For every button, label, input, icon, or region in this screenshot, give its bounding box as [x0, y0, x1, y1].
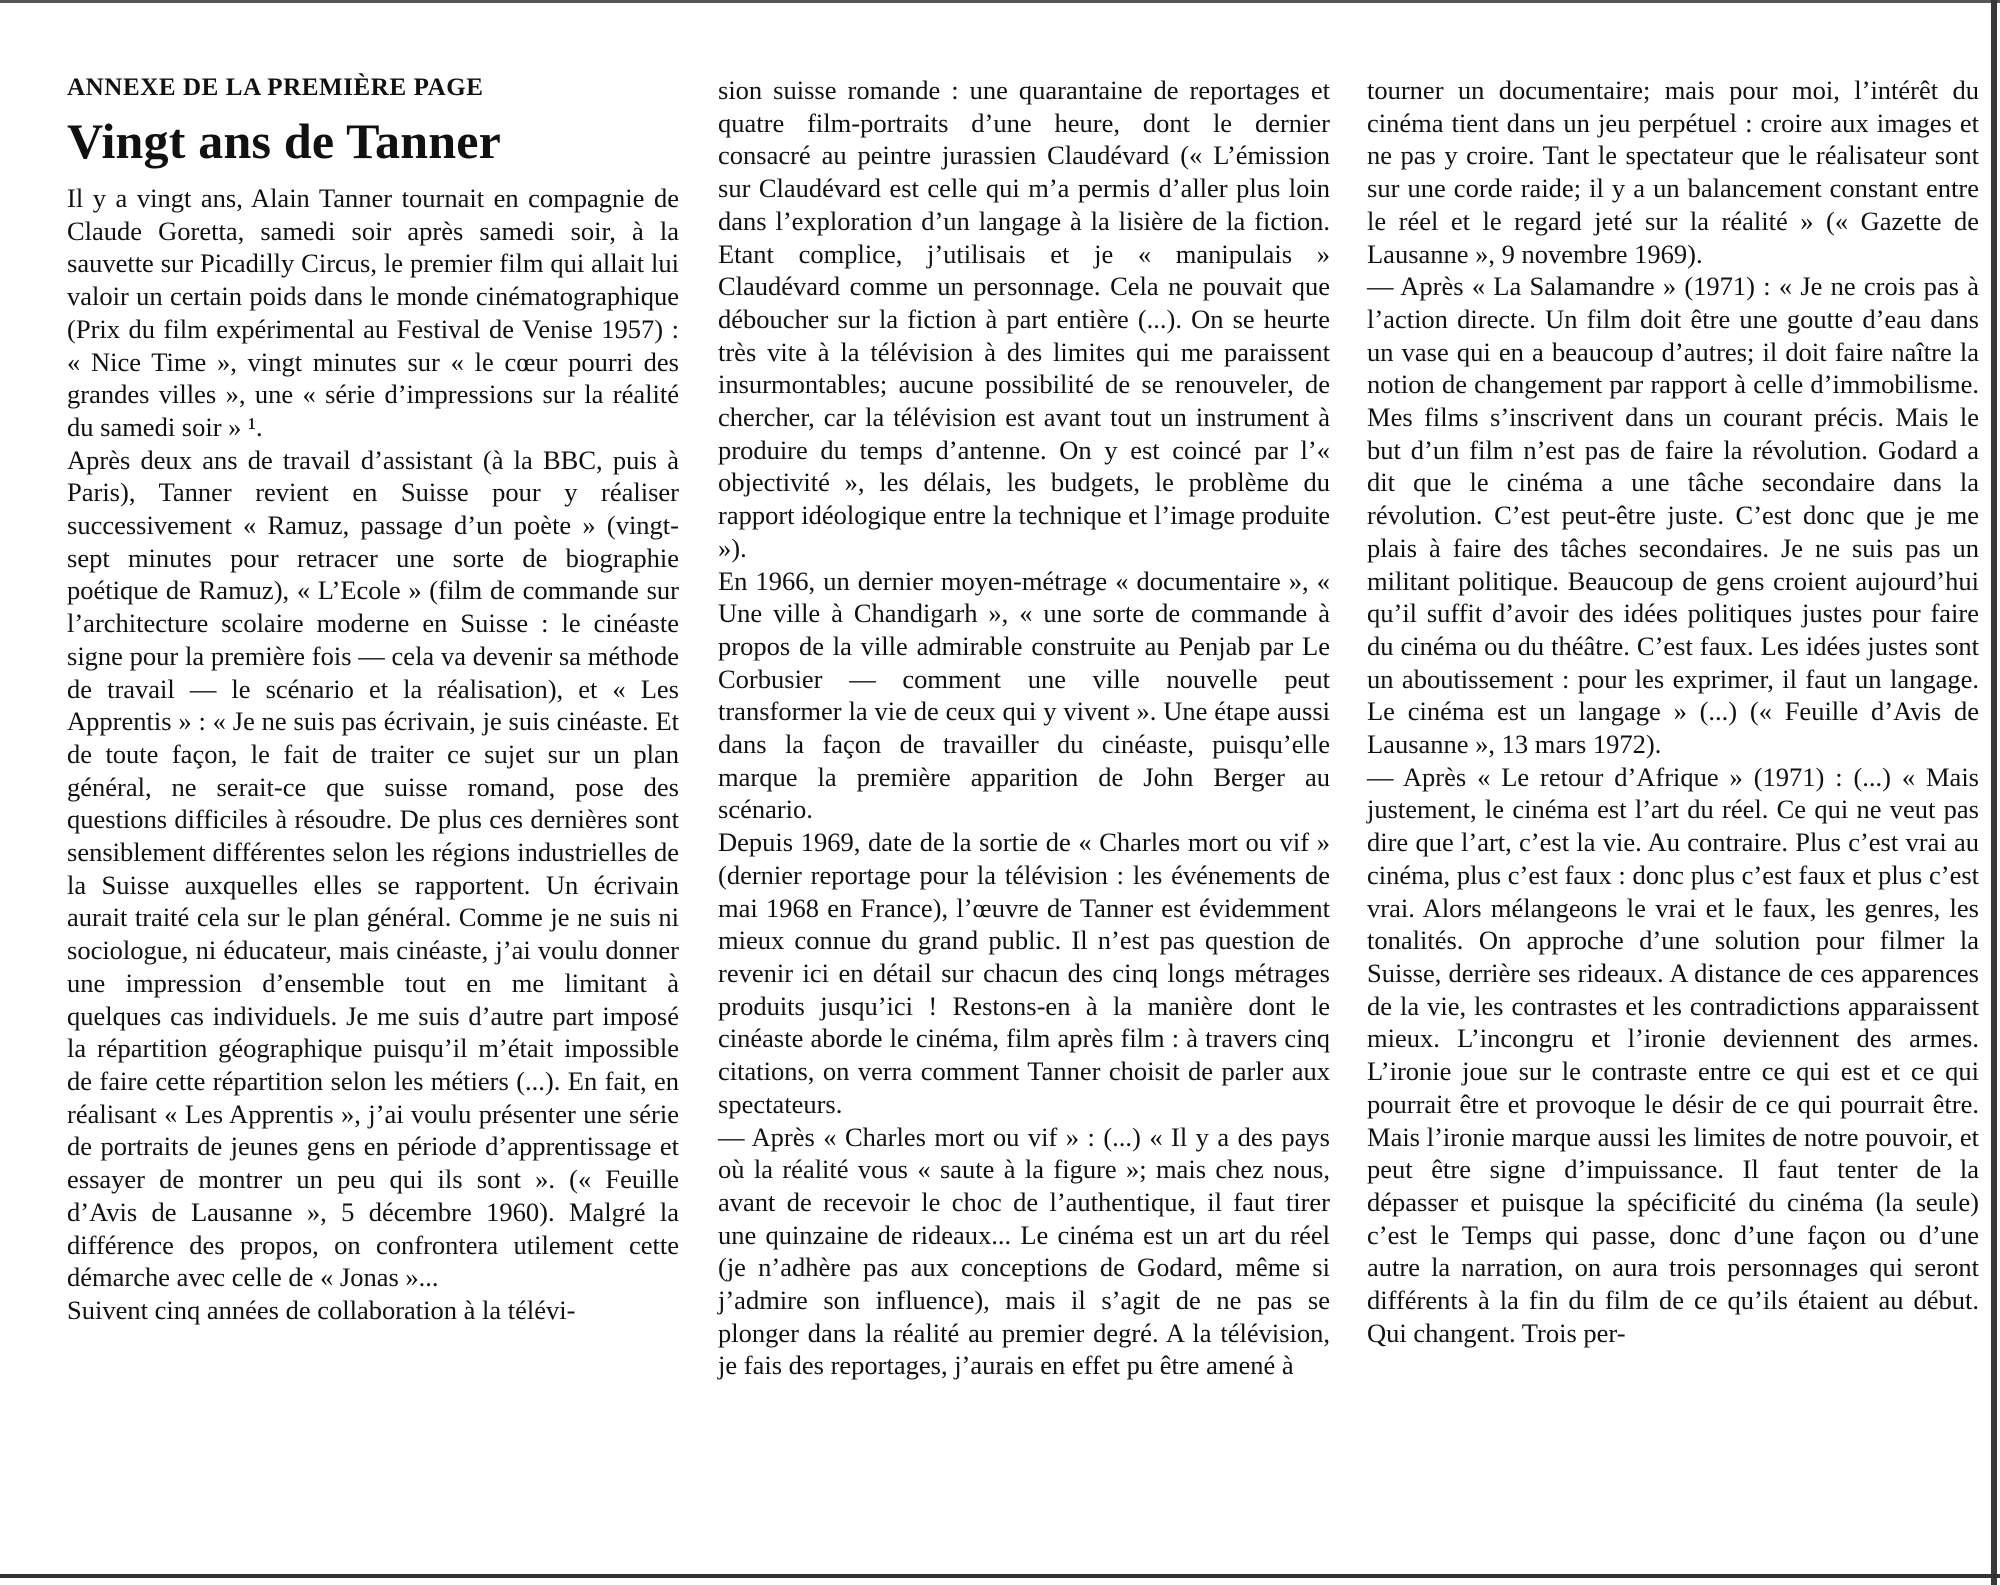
scan-right-edge	[1991, 0, 1997, 1585]
paragraph: — Après « Le retour d’Afrique » (1971) : (...) « Mais justement, le cinéma est l’art du réel. Ce qui ne veut pas dire que l’art, c’est la vie. Au contraire. Plus c’est vrai au cinéma, plus c’est faux : donc plus c’est faux et plus c’est vrai. Alors mélangeons le vrai et le faux, les genres, les tonalités. On approche d’une solution pour filmer la Suisse, derrière ses rideaux. A distance de ces apparences de la vie, les contrastes et les contradictions apparaissent mieux. L’incongru et l’ironie deviennent des armes. L’ironie joue sur le contraste entre ce qui est et ce qui pourrait être et provoque le désir de ce qui pourrait être. Mais l’ironie marque aussi les limites de notre pouvoir, et peut être signe d’impuissance. Il faut tenter de la dépasser et puisque la spécificité du cinéma (la seule) c’est le Temps qui passe, donc d’une façon ou d’une autre la narration, on aura trois personnages qui seront différents à la fin du film de ce qu’ils étaient au début. Qui changent. Trois per-	[1367, 761, 1979, 1348]
bottom-border-rule	[0, 1574, 2000, 1578]
paragraph: Après deux ans de travail d’assistant (à la BBC, puis à Paris), Tanner revient en Suisse pour y réaliser successivement « Ramuz, passage d’un poète » (vingt-sept minutes pour retracer une sorte de biographie poétique de Ramuz), « L’Ecole » (film de commande sur l’architecture scolaire moderne en Suisse : le cinéaste signe pour la première fois — cela va devenir sa méthode de travail — le scénario et la réalisation), et « Les Apprentis » : « Je ne suis pas écrivain, je suis cinéaste. Et de toute façon, le fait de traiter ce sujet sur un plan général, ne serait-ce que suisse romand, pose des questions difficiles à résoudre. De plus ces dernières sont sensiblement différentes selon les régions industrielles de la Suisse auxquelles elles se rapportent. Un écrivain aurait traité cela sur le plan général. Comme je ne suis ni sociologue, ni éducateur, mais cinéaste, j’ai voulu donner une impression d’ensemble tout en me limitant à quelques cas individuels. Je me suis d’autre part imposé la répartition géographique puisqu’il m’était impossible de faire cette répartition selon les métiers (...). En fait, en réalisant « Les Apprentis », j’ai voulu présenter une série de portraits de jeunes gens en période d’apprentissage et essayer de montrer un peu qui ils sont ». (« Feuille d’Avis de Lausanne », 5 décembre 1960). Malgré la différence des propos, on confrontera utilement cette démarche avec celle de « Jonas »...	[67, 444, 679, 1293]
paragraph: Suivent cinq années de collaboration à la télévi-	[67, 1294, 576, 1325]
paragraph: En 1966, un dernier moyen-métrage « documentaire », « Une ville à Chandigarh », « une sorte de commande à propos de la ville admirable construite au Penjab par Le Corbusier — comment une ville nouvelle peut transformer la vie de ceux qui y vivent ». Une étape aussi dans la façon de travailler du cinéaste, puisqu’elle marque la première apparition de John Berger au scénario.	[718, 565, 1330, 825]
paragraph: — Après « Charles mort ou vif » : (...) « Il y a des pays où la réalité vous « saute à la figure »; mais chez nous, avant de recevoir le choc de l’authentique, il faut tirer une quinzaine de rideaux... Le cinéma est un art du réel (je n’adhère pas aux conceptions de Godard, même si j’admire son influence), mais il s’agit de ne pas se plonger dans la réalité au premier degré. A la télévision, je fais des reportages, j’aurais en effet pu être amené à	[718, 1121, 1330, 1381]
section-kicker: ANNEXE DE LA PREMIÈRE PAGE	[67, 74, 484, 101]
article-title: Vingt ans de Tanner	[67, 113, 502, 169]
column-1	[67, 74, 679, 1327]
top-border-rule	[0, 0, 2000, 3]
paragraph: Depuis 1969, date de la sortie de « Charles mort ou vif » (dernier reportage pour la télévision : les événements de mai 1968 en France), l’œuvre de Tanner est évidemment mieux connue du grand public. Il n’est pas question de revenir ici en détail sur chacun des cinq longs métrages produits jusqu’ici ! Restons-en à la manière dont le cinéaste aborde le cinéma, film après film : à travers cinq citations, on verra comment Tanner choisit de parler aux spectateurs.	[718, 827, 1330, 1119]
column-2	[718, 74, 1330, 1382]
paragraph: sion suisse romande : une quarantaine de reportages et quatre film-portraits d’une heure, dont le dernier consacré au peintre jurassien Claudévard (« L’émission sur Claudévard est celle qui m’a permis d’aller plus loin dans l’exploration d’un langage à la lisière de la fiction. Etant complice, j’utilisais et je « manipulais » Claudévard comme un personnage. Cela ne pouvait que déboucher sur la fiction à part entière (...). On se heurte très vite à la télévision à des limites qui me paraissent insurmontables; aucune possibilité de se renouveler, de chercher, car la télévision est avant tout un instrument à produire du temps d’antenne. On y est coincé par l’« objectivité », les délais, les budgets, le problème du rapport idéologique entre la technique et l’image produite »).	[718, 75, 1330, 563]
column-3	[1367, 74, 1979, 1349]
paragraph: tourner un documentaire; mais pour moi, l’intérêt du cinéma tient dans un jeu perpétuel : croire aux images et ne pas y croire. Tant le spectateur que le réalisateur sont sur une corde raide; il y a un balancement constant entre le réel et le regard jeté sur la réalité » (« Gazette de Lausanne », 9 novembre 1969).	[1367, 75, 1979, 269]
paragraph: — Après « La Salamandre » (1971) : « Je ne crois pas à l’action directe. Un film doit être une goutte d’eau dans un vase qui en a beaucoup d’autres; il doit faire naître la notion de changement par rapport à celle d’immobilisme. Mes films s’inscrivent dans un courant précis. Mais le but d’un film n’est pas de faire la révolution. Godard a dit que le cinéma a une tâche secondaire dans la révolution. C’est peut-être juste. C’est donc que je me plais à faire des tâches secondaires. Je ne suis pas un militant politique. Beaucoup de gens croient aujourd’hui qu’il suffit d’avoir des idées politiques justes pour faire du cinéma ou du théâtre. C’est faux. Les idées justes sont un aboutissement : pour les exprimer, il faut un langage. Le cinéma est un langage » (...) (« Feuille d’Avis de Lausanne », 13 mars 1972).	[1367, 271, 1979, 760]
paragraph: Il y a vingt ans, Alain Tanner tournait en compagnie de Claude Goretta, samedi soir après samedi soir, à la sauvette sur Picadilly Circus, le premier film qui allait lui valoir un certain poids dans le monde cinématographique (Prix du film expérimental au Festival de Venise 1957) : « Nice Time », vingt minutes sur « le cœur pourri des grandes villes », une « série d’impressions sur la réalité du samedi soir » ¹.	[67, 183, 679, 442]
